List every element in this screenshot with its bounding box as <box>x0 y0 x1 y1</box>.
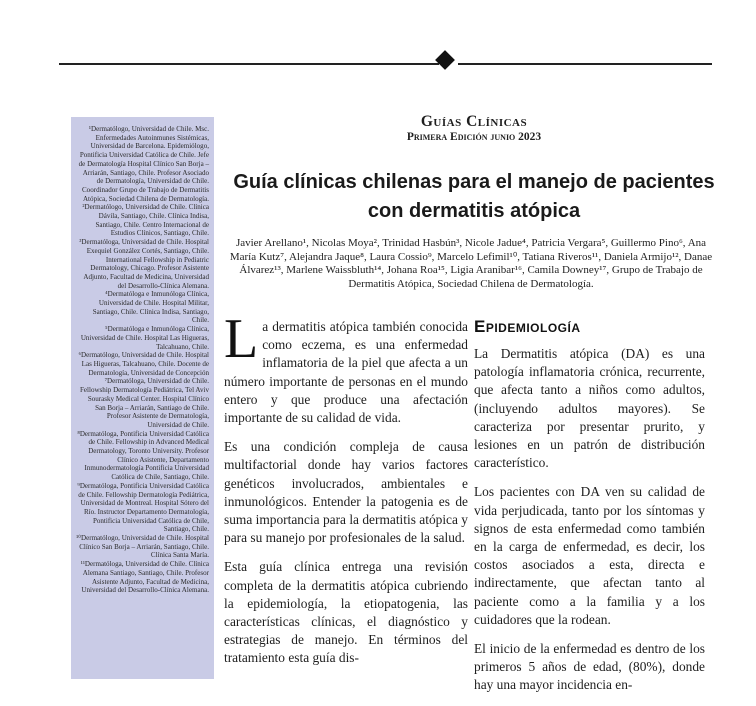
affiliation-8: ⁸Dermatóloga, Pontificia Universidad Católica de Chile. Fellowship in Advanced Medical Dermatology, Toronto University. Profesor Clínico Asistente, Departamento Inmunodermatología Pontificia Universidad Católica de Chile, Santiago, Chile. <box>77 429 209 482</box>
affiliation-2: ²Dermatólogo, Universidad de Chile. Clínica Dávila, Santiago, Chile. Clínica Indisa, Santiago, Chile. Centro Internacional de Estudios Clínicos, Santiago, Chile. <box>82 203 209 238</box>
epidemiology-heading: Epidemiología <box>474 317 581 336</box>
intro-paragraph-3: Esta guía clínica entrega una revisión completa de la dermatitis atópica cubriendo la epidemiología, la etiopatogenia, las características clínicas, el diagnóstico y estrategias de manejo. En términos del tratamiento esta guía dis- <box>224 559 468 666</box>
drop-cap: L <box>224 308 259 370</box>
article-title: Guía clínicas chilenas para el manejo de pacientes con dermatitis atópica <box>233 171 715 222</box>
edition-label: Primera Edición junio 2023 <box>406 131 542 143</box>
affiliation-10: ¹⁰Dermatólogo, Universidad de Chile. Hospital Clínico San Borja – Arriarán, Santiago, Chile. Clínica Santa María. <box>76 534 209 560</box>
header-rule-left <box>59 63 439 65</box>
author-list: Javier Arellano¹, Nicolas Moya², Trinidad Hasbún³, Nicole Jadue⁴, Patricia Vergara⁵, Guillermo Pino⁶, Ana María Kutz⁷, Alejandra Jaque⁸, Laura Cossio⁹, Marcelo Lefimil¹⁰, Tatiana Riveros¹¹, Daniela Armijo¹², Danae Álvarez¹³, Marlene Waissbluth¹⁴, Johana Roa¹⁵, Ligia Aranibar¹⁶, Camila Downey¹⁷, Grupo de Trabajo de Dermatitis Atópica, Sociedad Chilena de Dermatología. <box>229 237 713 290</box>
affiliations-sidebar <box>71 117 214 679</box>
affiliation-9: ⁹Dermatóloga, Pontificia Universidad Católica de Chile. Fellowship Dermatología Pediátrica, Universidad de Montreal. Hospital Sótero del Río. Instructor Departamento Dermatología, Pontificia Universidad Católica de Chile, Santiago, Chile. <box>77 481 209 534</box>
intro-paragraph-1 <box>224 308 468 427</box>
series-title: Guías Clínicas <box>420 113 528 130</box>
affiliation-5: ⁵Dermatóloga e Inmunóloga Clínica, Universidad de Chile. Hospital Las Higueras, Talcahuano, Chile. <box>80 325 209 351</box>
affiliation-11: ¹¹Dermatóloga, Universidad de Chile. Clínica Alemana Santiago, Santiago, Chile. Profesor Asistente Adjunto, Facultad de Medicina, Universidad del Desarrollo-Clínica Alemana. <box>80 560 209 595</box>
epidemiology-paragraph-2: Los pacientes con DA ven su calidad de vida perjudicada, tanto por los síntomas y signos de esta enfermedad como también en la carga de enfermedad, es decir, los costos asociados a esta, directa e indirectamente, que afectan tanto al paciente como a la familia y a los cuidadores que la rodean. <box>474 484 705 627</box>
header-diamond-ornament <box>435 50 455 70</box>
affiliation-4: ⁴Dermatóloga e Inmunóloga Clínica, Universidad de Chile. Hospital Militar, Santiago, Chile. Clínica Indisa, Santiago, Chile. <box>92 290 209 325</box>
intro-column <box>224 308 468 679</box>
intro-paragraph-2: Es una condición compleja de causa multifactorial donde hay varios factores genéticos involucrados, ambientales e inmunológicos. Entender la patogenia es de suma importancia para la dermatitis atópica y para su manejo por profesionales de la salud. <box>224 439 468 546</box>
affiliation-6: ⁶Dermatólogo, Universidad de Chile. Hospital Las Higueras, Talcahuano, Chile. Docente de Dermatología, Universidad de Concepción <box>78 351 209 377</box>
intro-paragraph-1-text: a dermatitis atópica también conocida como eczema, es una enfermedad inflamatoria de la piel que afecta a un número importante de personas en el mundo entero y que produce una afectación importante de su calidad de vida. <box>224 319 468 426</box>
affiliations-list <box>71 117 214 595</box>
header-rule-right <box>458 63 712 65</box>
epidemiology-paragraph-3: El inicio de la enfermedad es dentro de los primeros 5 años de edad, (80%), donde hay una mayor incidencia en- <box>474 641 705 693</box>
affiliation-1: ¹Dermatólogo, Universidad de Chile. Msc. Enfermedades Autoinmunes Sistémicas, Universidad de Barcelona. Epidemiólogo, Pontificia Universidad Católica de Chile. Jefe de Dermatología Hospital Clínico San Borja – Arriarán, Santiago, Chile. Profesor Asociado de Dermatología, Universidad de Chile. Coordinador Grupo de Trabajo de Dermatitis Atópica, Sociedad Chilena de Dermatología. <box>78 125 209 203</box>
epidemiology-paragraph-1: La Dermatitis atópica (DA) es una patología inflamatoria crónica, recurrente, que afecta tanto a niños como adultos, (incluyendo adultos mayores). Se caracteriza por presentar prurito, y lesiones en un patrón de distribución característico. <box>474 346 705 471</box>
affiliation-7: ⁷Dermatóloga, Universidad de Chile. Fellowship Dermatología Pediátrica, Tel Aviv Sourasky Medical Center. Hospital Clínico San Borja – Arriarán, Santiago de Chile. Profesor Asistente de Dermatología, Universidad de Chile. <box>79 377 209 429</box>
affiliation-3: ³Dermatóloga, Universidad de Chile. Hospital Exequiel González Cortés, Santiago, Chile. International Fellowship in Pediatric Dermatology, Chicago. Profesor Asistente Adjunto, Facultad de Medicina, Universidad del Desarrollo-Clínica Alemana. <box>79 238 209 290</box>
epidemiology-column <box>474 345 705 706</box>
